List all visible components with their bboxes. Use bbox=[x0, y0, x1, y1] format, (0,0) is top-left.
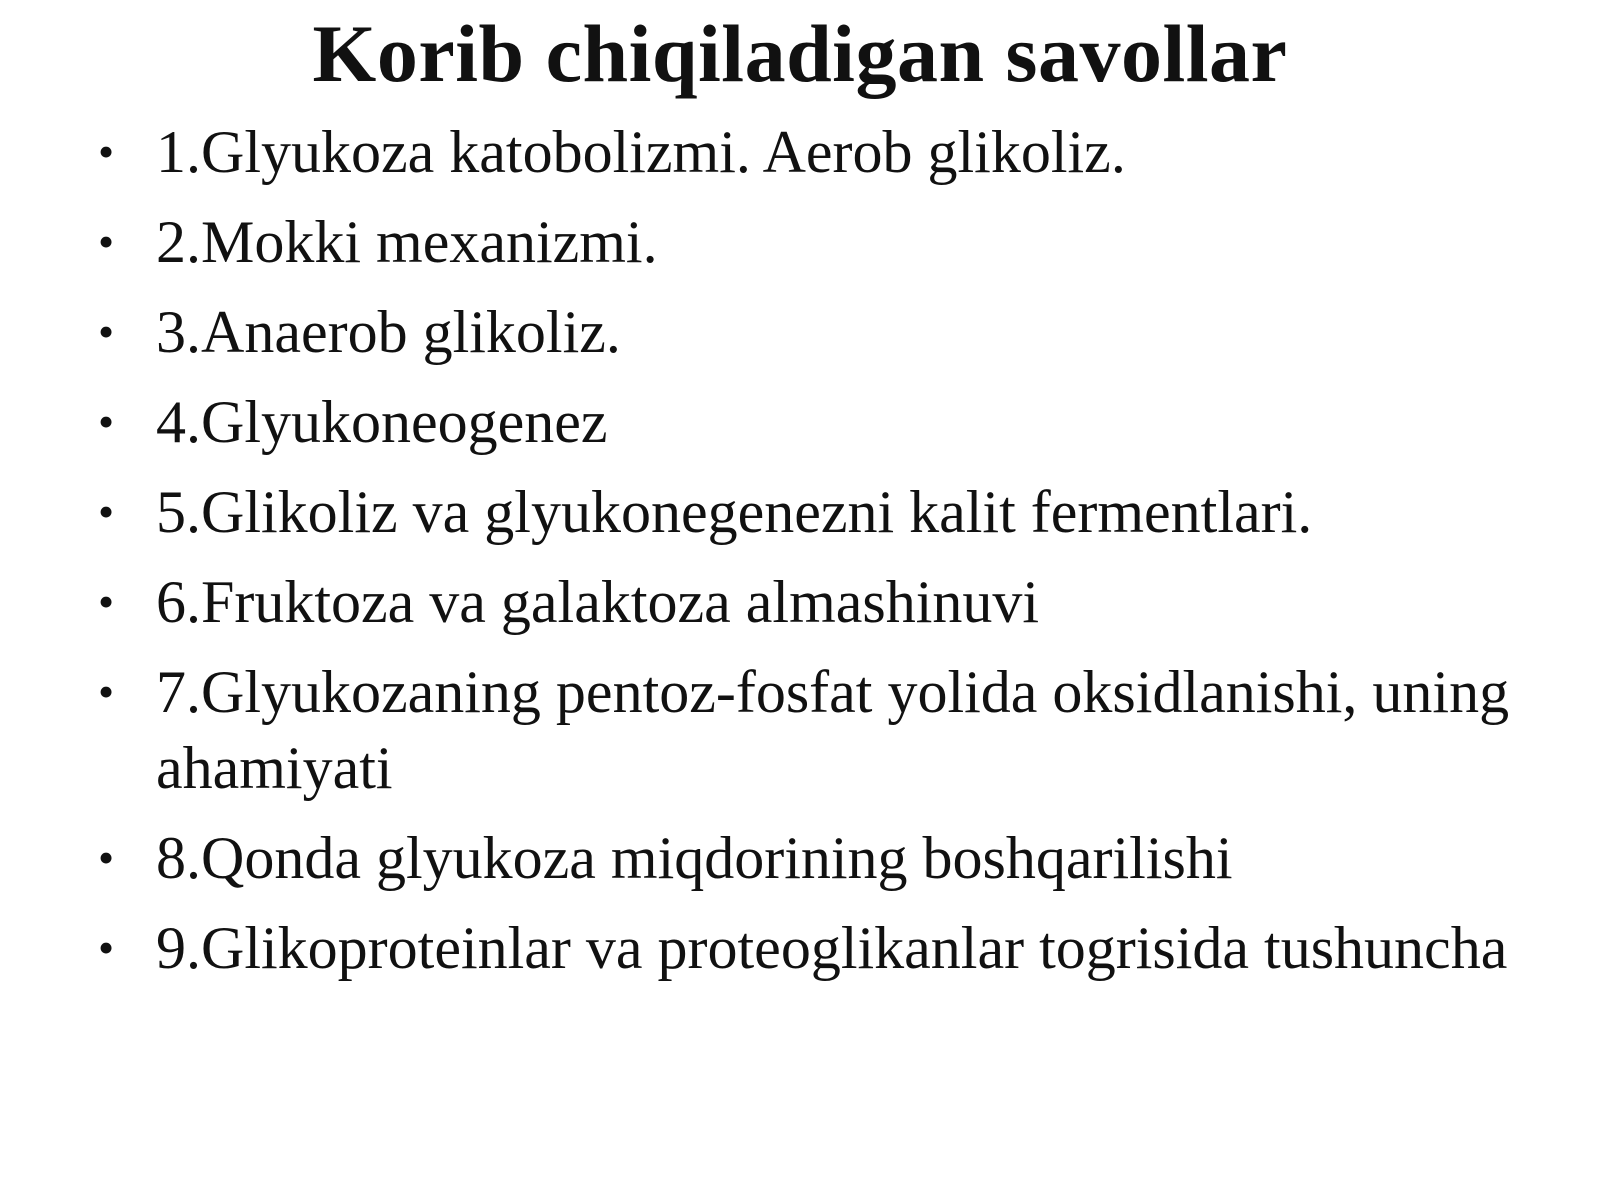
bullet-icon: • bbox=[98, 486, 115, 537]
list-item-5 bbox=[92, 474, 1532, 550]
list-item-3 bbox=[92, 294, 1532, 370]
list-item-7 bbox=[92, 654, 1532, 806]
bullet-icon: • bbox=[98, 666, 115, 717]
list-item-9 bbox=[92, 910, 1532, 986]
bullet-icon: • bbox=[98, 922, 115, 973]
list-item-2 bbox=[92, 204, 1532, 280]
list-item-8 bbox=[92, 820, 1532, 896]
bullet-icon: • bbox=[98, 126, 115, 177]
bullet-icon: • bbox=[98, 306, 115, 357]
list-item-text: 4.Glyukoneogenez bbox=[156, 389, 608, 455]
list-item-text: 8.Qonda glyukoza miqdorining boshqarilishi bbox=[156, 825, 1233, 891]
bullet-icon: • bbox=[98, 832, 115, 883]
list-item-text: 3.Anaerob glikoliz. bbox=[156, 299, 621, 365]
list-item-4 bbox=[92, 384, 1532, 460]
list-item-6 bbox=[92, 564, 1532, 640]
list-item-text: 1.Glyukoza katobolizmi. Aerob glikoliz. bbox=[156, 119, 1126, 185]
list-item-text: 2.Mokki mexanizmi. bbox=[156, 209, 658, 275]
list-item-1 bbox=[92, 114, 1532, 190]
list-item-text: 9.Glikoproteinlar va proteoglikanlar togrisida tushuncha bbox=[156, 915, 1508, 981]
bullet-icon: • bbox=[98, 216, 115, 267]
list-item-text: 6.Fruktoza va galaktoza almashinuvi bbox=[156, 569, 1040, 635]
bullet-icon: • bbox=[98, 396, 115, 447]
list-item-text: 7.Glyukozaning pentoz-fosfat yolida oksidlanishi, uning ahamiyati bbox=[156, 659, 1510, 801]
question-list bbox=[92, 114, 1532, 1000]
bullet-icon: • bbox=[98, 576, 115, 627]
slide-title: Korib chiqiladigan savollar bbox=[312, 8, 1288, 99]
list-item-text: 5.Glikoliz va glyukonegenezni kalit fermentlari. bbox=[156, 479, 1313, 545]
